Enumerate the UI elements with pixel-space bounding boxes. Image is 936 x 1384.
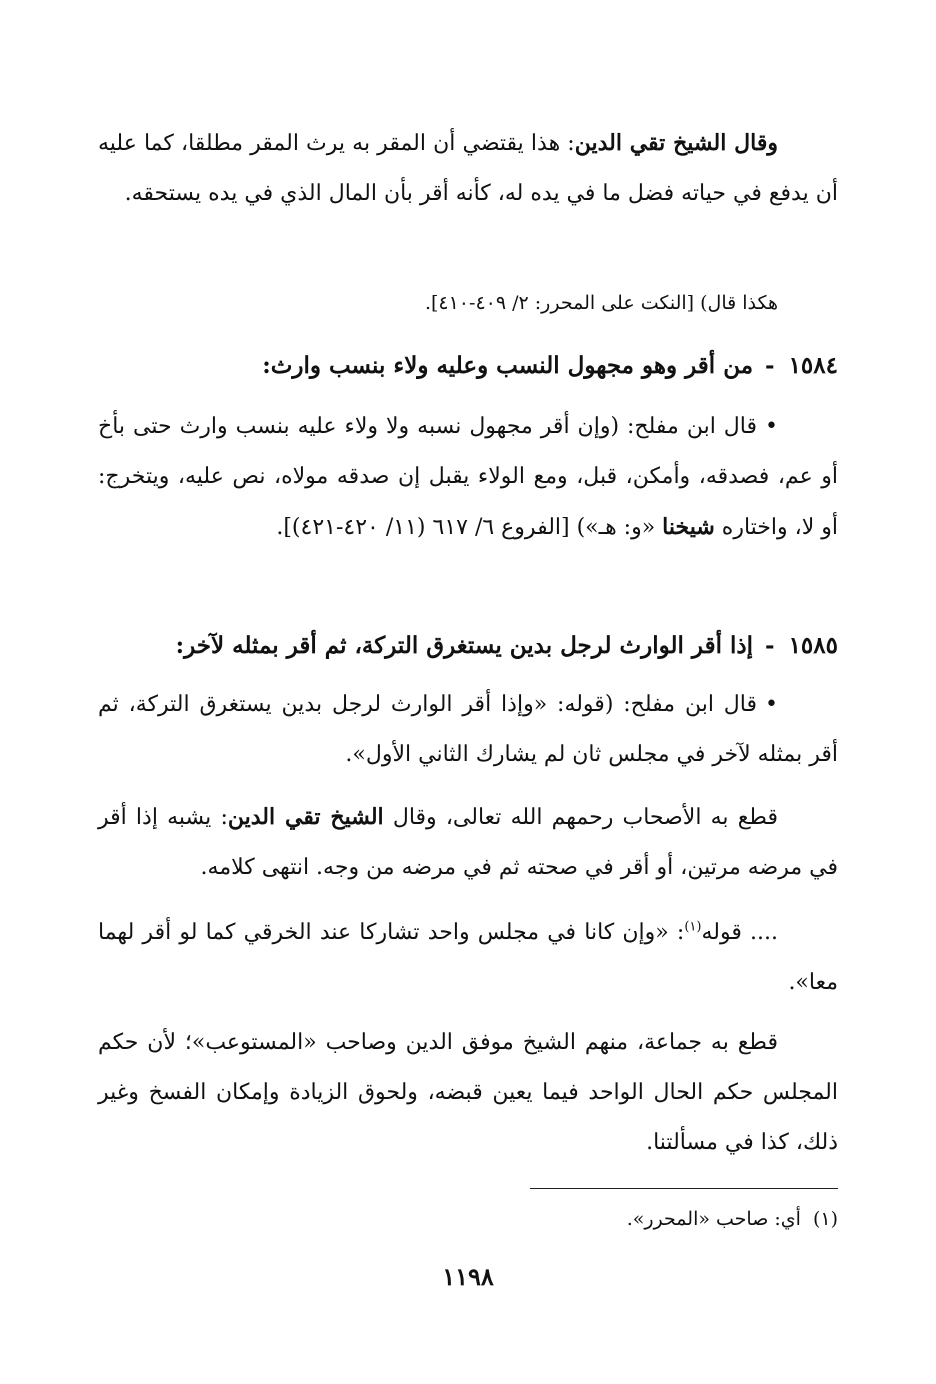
heading-number: ١٥٨٤ — [788, 352, 838, 379]
paragraph-7: قطع به جماعة، منهم الشيخ موفق الدين وصاحب «المستوعب»؛ لأن حكم المجلس حكم الحال الواحد فيما يعين قبضه، ولحوق الزيادة وإمكان الفسخ وغير ذلك، كذا في مسألتنا. — [98, 1030, 838, 1155]
page-number: ١١٩٨ — [442, 1262, 494, 1291]
paragraph-5-text-b: : يشبه إذا أقر في مرضه مرتين، أو أقر في صحته ثم في مرضه من وجه. انتهى كلامه. — [98, 805, 838, 880]
paragraph-1-text: : هذا يقتضي أن المقر به يرث المقر مطلقا، كما عليه أن يدفع في حياته فضل ما في يده له، كأنه أقر بأن المال الذي في يده يستحقه. — [98, 131, 838, 206]
speaker-label: وقال الشيخ تقي الدين — [574, 130, 778, 156]
paragraph-6-text-b: : «وإن كانا في مجلس واحد تشاركا عند الخرقي كما لو أقر لهما معا». — [98, 920, 838, 995]
heading-1584 — [98, 346, 838, 386]
footnote-reference: (١) — [684, 919, 702, 935]
footnote — [98, 1204, 838, 1234]
heading-number: ١٥٨٥ — [788, 632, 838, 659]
heading-1585 — [98, 626, 838, 666]
paragraph-6 — [98, 908, 838, 1008]
paragraph-5 — [98, 792, 838, 893]
heading-title: من أقر وهو مجهول النسب وعليه ولاء بنسب وارث: — [262, 352, 754, 379]
bullet-icon: • — [765, 414, 778, 439]
paragraph-6-text-a: .... قوله — [701, 920, 778, 945]
heading-title: إذا أقر الوارث لرجل بدين يستغرق التركة، ثم أقر بمثله لآخر: — [175, 632, 754, 659]
paragraph-2-citation: هكذا قال) [النكت على المحرر: ٢/ ٤٠٩-٤١٠]. — [424, 292, 778, 314]
paragraph-3-text-b: «و: هـ») [الفروع ٦/ ٦١٧ (١١/ ٤٢٠-٤٢١)]. — [276, 515, 656, 540]
paragraph-5-text-a: قطع به الأصحاب رحمهم الله تعالى، وقال — [392, 805, 778, 830]
footnote-mark: (١) — [812, 1208, 838, 1230]
heading-dash: - — [765, 352, 775, 379]
paragraph-4-text: قال ابن مفلح: (قوله: «وإذا أقر الوارث لرجل بدين يستغرق التركة، ثم أقر بمثله لآخر في مجلس ثان لم يشارك الثاني الأول». — [98, 692, 838, 767]
shaykh-label: شيخنا — [662, 514, 715, 540]
paragraph-4 — [98, 680, 838, 780]
bullet-icon: • — [765, 692, 778, 717]
footnote-text: أي: صاحب «المحرر». — [626, 1208, 801, 1230]
paragraph-3-text-a: قال ابن مفلح: (وإن أقر مجهول نسبه ولا ولاء عليه بنسب وارث حتى بأخ أو عم، فصدقه، وأمكن، قبل، ومع الولاء يقبل إن صدقه مولاه، نص عليه، ويتخرج: أو لا، واختاره — [98, 414, 838, 540]
paragraph-1 — [98, 118, 838, 219]
heading-dash: - — [765, 632, 775, 659]
speaker-label: الشيخ تقي الدين — [227, 804, 384, 830]
paragraph-3 — [98, 402, 838, 553]
footnote-divider — [530, 1188, 838, 1189]
